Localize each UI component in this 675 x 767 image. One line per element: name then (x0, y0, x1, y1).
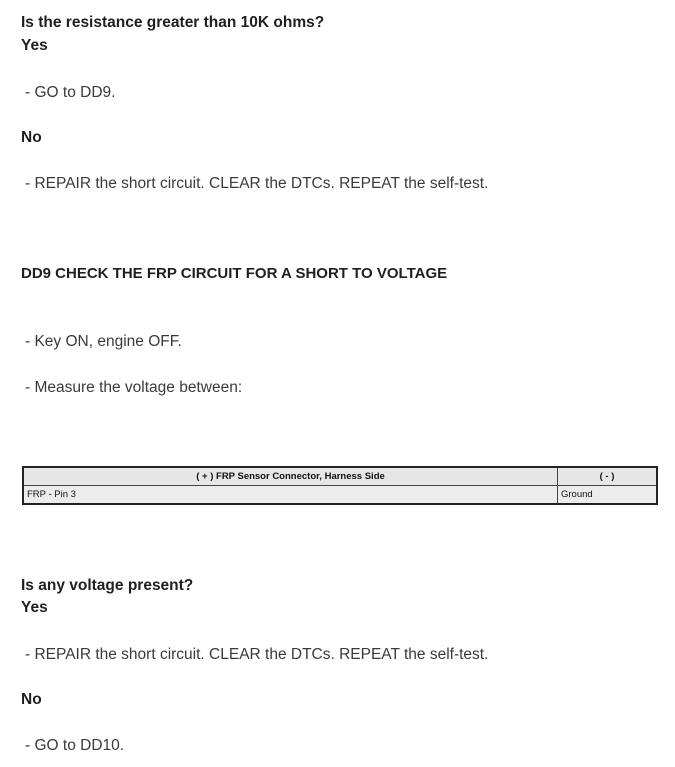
no-label: No (21, 129, 42, 146)
connector-table (22, 466, 658, 505)
table-header-positive: ( + ) FRP Sensor Connector, Harness Side (23, 467, 558, 486)
yes-action-2: - REPAIR the short circuit. CLEAR the DTCs. REPEAT the self-test. (25, 646, 489, 663)
step-key-on: - Key ON, engine OFF. (25, 333, 182, 350)
no-action: - REPAIR the short circuit. CLEAR the DTCs. REPEAT the self-test. (25, 175, 489, 192)
table-header-row (23, 467, 657, 486)
table-header-negative: ( - ) (558, 467, 658, 486)
yes-label-2: Yes (21, 599, 48, 616)
step-measure-voltage: - Measure the voltage between: (25, 379, 243, 396)
no-label-2: No (21, 691, 42, 708)
table-cell-ground: Ground (558, 486, 658, 505)
yes-label: Yes (21, 37, 48, 54)
section-heading-dd9: DD9 CHECK THE FRP CIRCUIT FOR A SHORT TO VOLTAGE (21, 265, 448, 282)
yes-action: - GO to DD9. (25, 84, 116, 101)
question-resistance: Is the resistance greater than 10K ohms? (21, 14, 325, 31)
table-row (23, 486, 657, 505)
no-action-2: - GO to DD10. (25, 737, 125, 754)
question-voltage: Is any voltage present? (21, 577, 194, 594)
table-cell-pin: FRP - Pin 3 (23, 486, 558, 505)
